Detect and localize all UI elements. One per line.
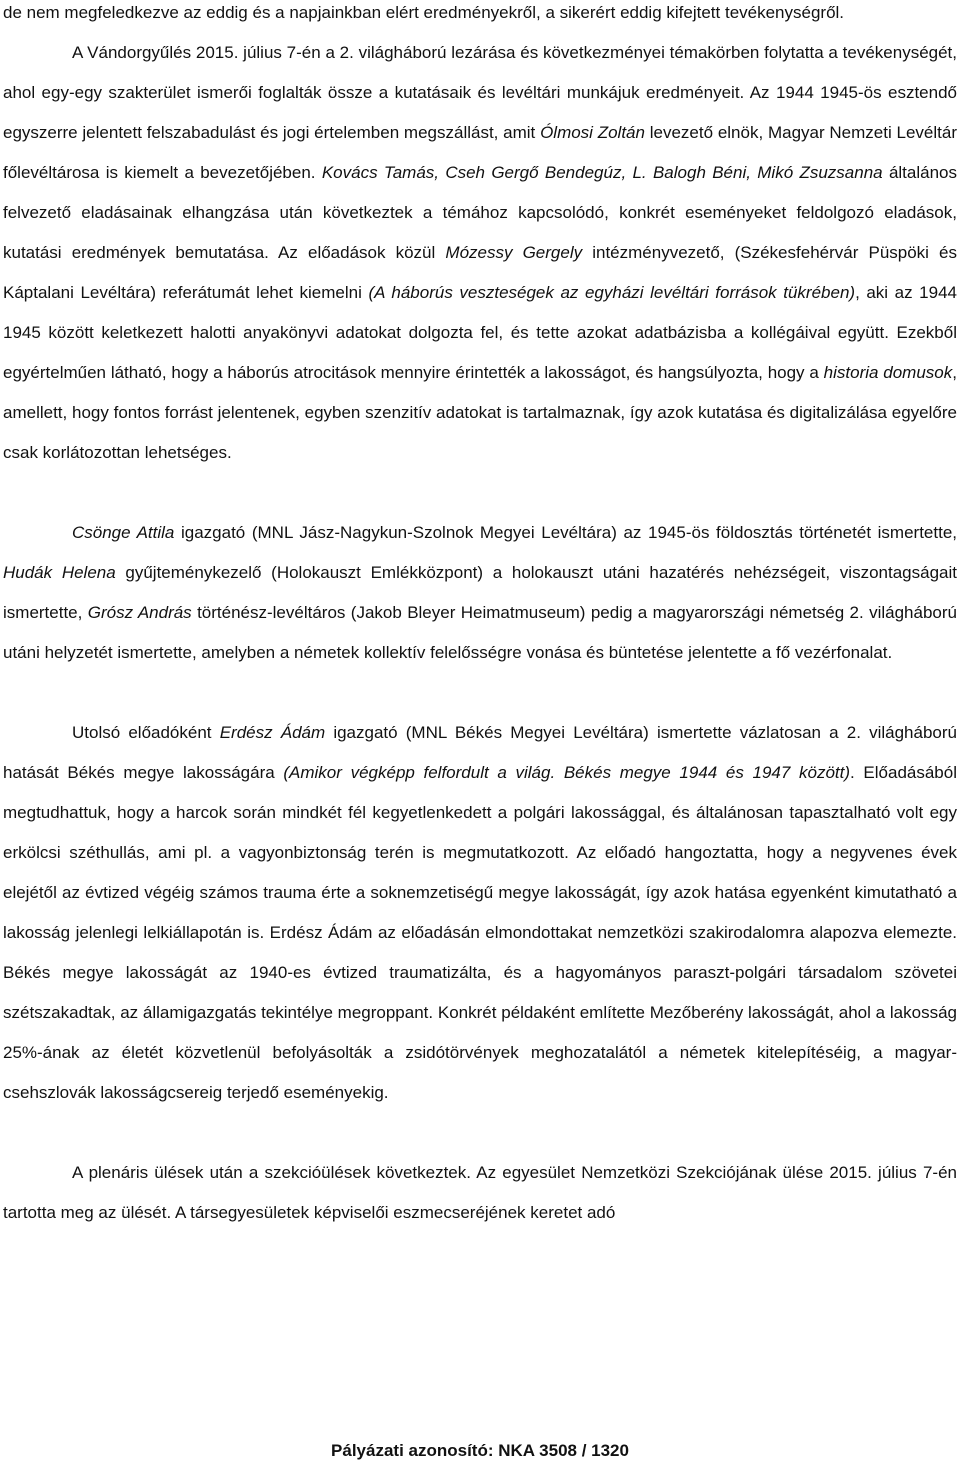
text-run: általános felvezető eladásainak elhangzása után következtek a témához kapcsolódó, konkrét eseményeket feldolgozó eladások, kutatási eredmények bemutatása. Az előadások közül (3, 163, 958, 262)
footer-grant-id: Pályázati azonosító: NKA 3508 / 1320 (331, 1441, 629, 1460)
paragraph-3 (3, 513, 957, 673)
text-run: Utolsó előadóként (72, 723, 220, 742)
italic-run: Ólmosi Zoltán (540, 123, 645, 142)
text-run: , aki az 1944 1945 között keletkezett halotti anyakönyvi adatokat dolgozta fel, és tette azokat adatbázisba a kollégáival együtt. Ezekből egyértelműen látható, hogy a háborús atrocitások mennyire érintették a lakosságot, és hangsúlyozta, hogy a (3, 283, 957, 382)
italic-run: Hudák Helena (3, 563, 116, 582)
italic-run: historia domusok (823, 363, 953, 382)
paragraph-1 (3, 0, 957, 33)
text-run: . Előadásából megtudhattuk, hogy a harcok során mindkét fél kegyetlenkedett a polgári lakossággal, és általánosan tapasztalható volt egy erkölcsi széthullás, ami pl. a vagyonbiztonság terén is megmutatkozott. Az előadó hangoztatta, hogy a negyvenes évek elejétől az évtized végéig számos trauma érte a soknemzetiségű megye lakosságát, így azok hatása egyenként kimutatható a lakosság jelenlegi lelkiállapotán is. Erdész Ádám az előadásán elmondottakat nemzetközi szakirodalomra alapozva elemezte. Békés megye lakosságát az 1940-es évtized traumatizálta, és a hagyományos paraszt-polgári társadalom szövetei szétszakadtak, az államigazgatás tekintélye megroppant. Konkrét példaként említette Mezőberény lakosságát, ahol a lakosság 25%-ának az életét közvetlenül befolyásolták a zsidótörvények meghozatalától a németek kitelepítéséig, a magyar-csehszlovák lakosságcsereig terjedő eseményekig. (3, 763, 957, 1102)
italic-run: (Amikor végképp felfordult a világ. Békés megye 1944 és 1947 között) (283, 763, 851, 782)
text-run: A plenáris ülések után a szekcióülések következtek. Az egyesület Nemzetközi Szekciójának ülése 2015. július 7-én tartotta meg az ülését. A társegyesületek képviselői eszmecseréjének keretet adó (3, 1163, 957, 1222)
paragraph-2 (3, 33, 957, 473)
text-run: igazgató (MNL Békés Megyei Levéltára) ismertette vázlatosan a 2. világháború hatását Békés megye lakosságára (3, 723, 957, 782)
italic-run: Erdész Ádám (219, 723, 326, 742)
italic-run: Kovács Tamás, Cseh Gergő Bendegúz, L. Balogh Béni, Mikó Zsuzsanna (321, 163, 883, 182)
italic-run: (A háborús veszteségek az egyházi levéltári források tükrében) (368, 283, 856, 302)
text-run: intézményvezető, (Székesfehérvár Püspöki és Káptalani Levéltára) referátumát lehet kiemelni (3, 243, 958, 302)
text-run: levezető elnök, Magyar Nemzeti Levéltár főlevéltárosa is kiemelt a bevezetőjében. (3, 123, 957, 182)
italic-run: Grósz András (87, 603, 192, 622)
paragraph-4 (3, 713, 957, 1113)
italic-run: Mózessy Gergely (445, 243, 583, 262)
text-run: igazgató (MNL Jász-Nagykun-Szolnok Megyei Levéltára) az 1945-ös földosztás történetét ismertette, (174, 523, 957, 542)
italic-run: Csönge Attila (72, 523, 175, 542)
paragraph-5 (3, 1153, 957, 1233)
text-run: , amellett, hogy fontos forrást jelentenek, egyben szenzitív adatokat is tartalmaznak, így azok kutatása és digitalizálása egyelőre csak korlátozottan lehetséges. (3, 363, 957, 462)
text-run: történész-levéltáros (Jakob Bleyer Heimatmuseum) pedig a magyarországi németség 2. világháború utáni helyzetét ismertette, amelyben a németek kollektív felelősségre vonása és büntetése jelentette a fő vezérfonalat. (3, 603, 957, 662)
text-run: A Vándorgyűlés 2015. július 7-én a 2. világháború lezárása és következményei témakörben folytatta a tevékenységét, ahol egy-egy szakterület ismerői foglalták össze a kutatásaik és levéltári munkájuk eredményeit. Az 1944 1945-ös esztendő egyszerre jelentett felszabadulást és jogi értelemben megszállást, amit (3, 43, 957, 142)
text-run: de nem megfeledkezve az eddig és a napjainkban elért eredményekről, a sikerért eddig kifejtett tevékenységről. (3, 3, 845, 22)
text-run: gyűjteménykezelő (Holokauszt Emlékközpont) a holokauszt utáni hazatérés nehézségeit, viszontagságait ismertette, (3, 563, 957, 622)
